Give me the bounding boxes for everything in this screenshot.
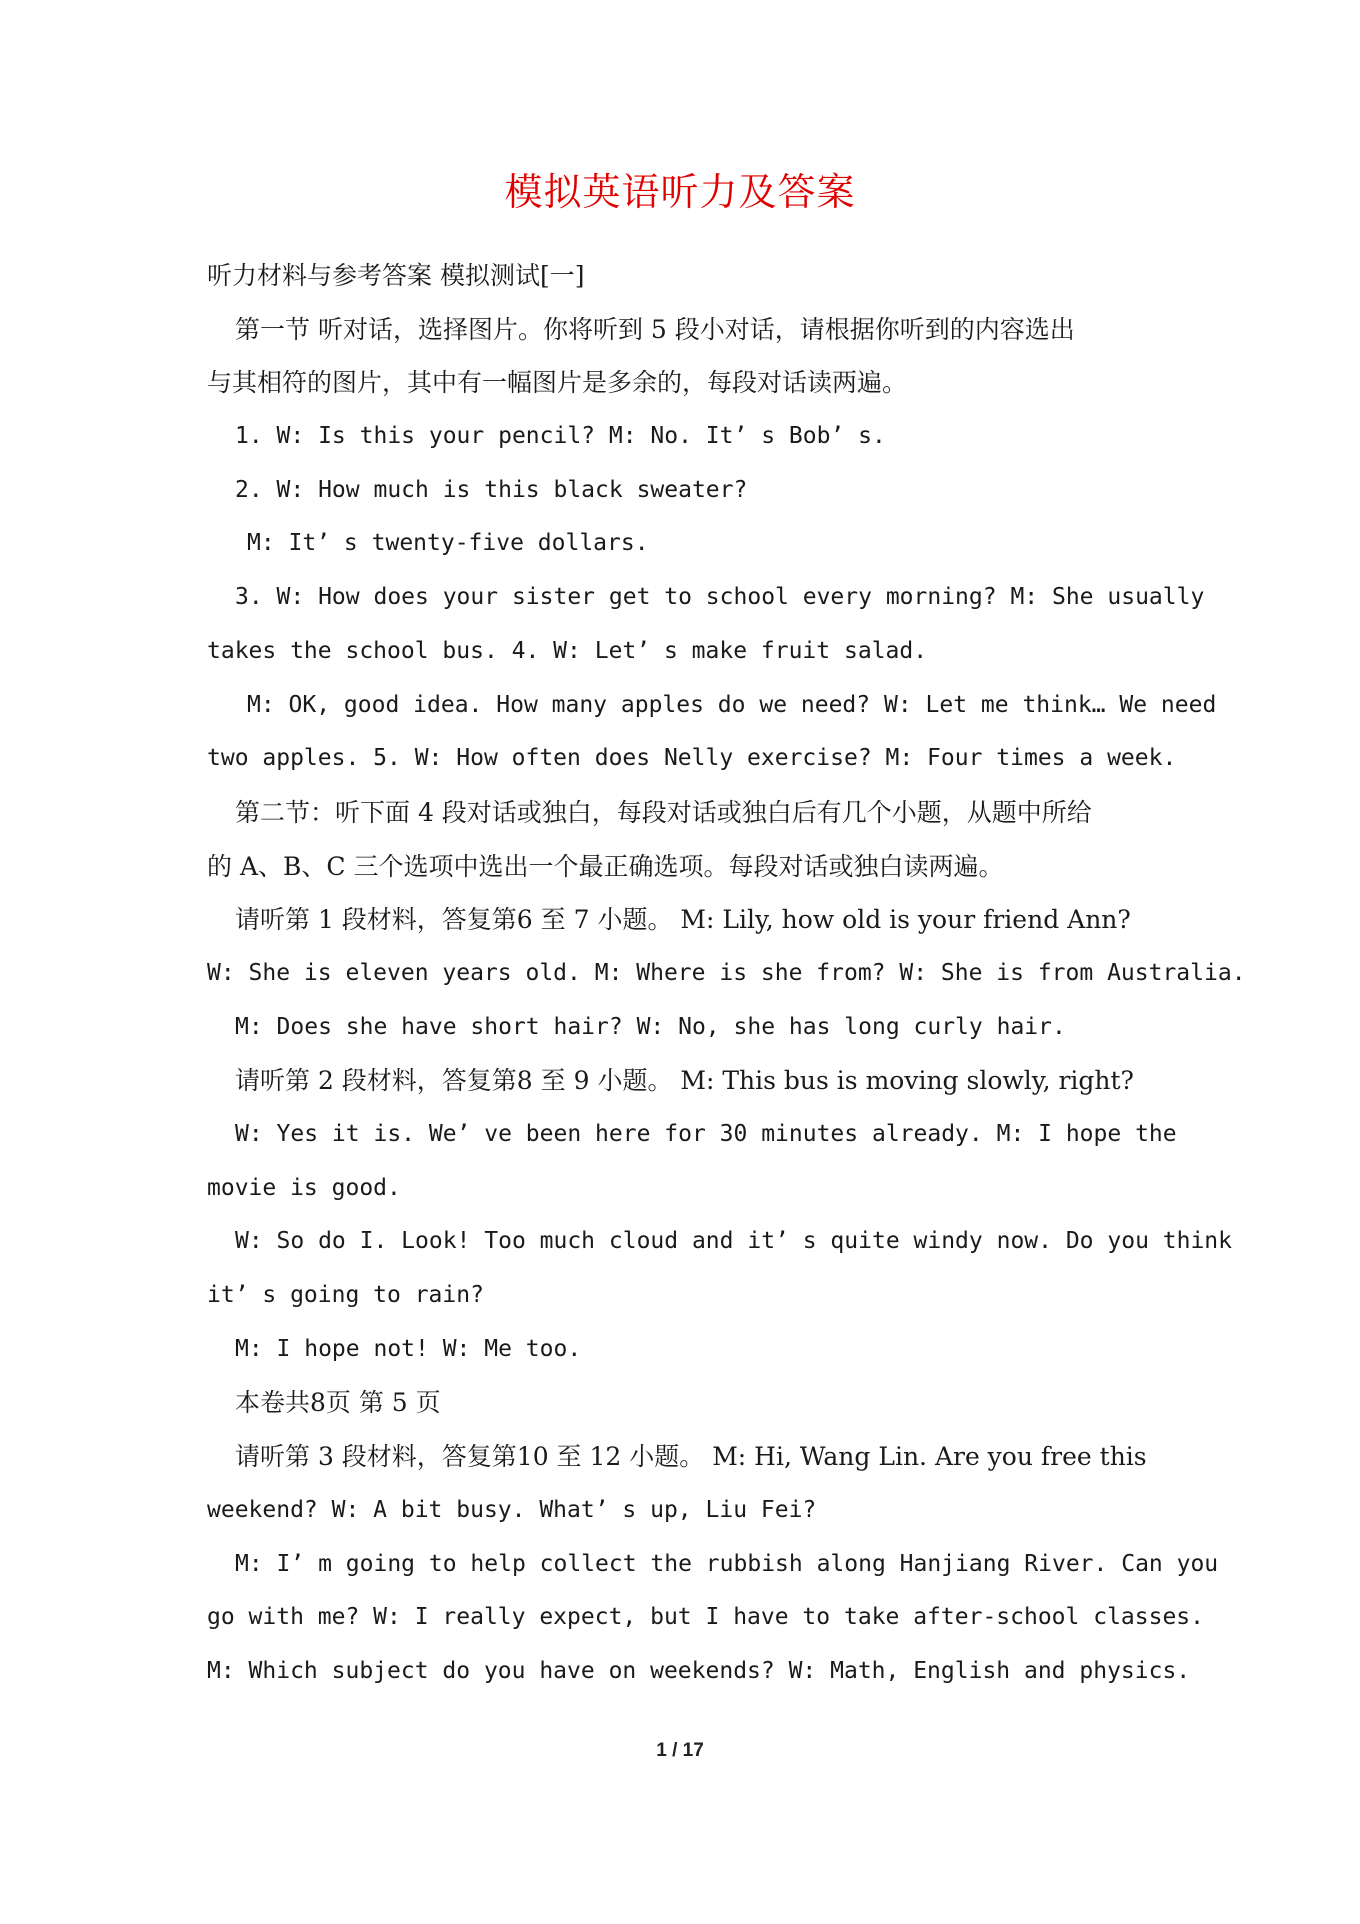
paragraph-line: M: It’ s twenty-five dollars. xyxy=(247,530,649,557)
paragraph-line: 本卷共8页 第 5 页 xyxy=(235,1388,441,1418)
paragraph-line: W: She is eleven years old. M: Where is she from? W: She is from Australia. xyxy=(207,959,1246,986)
section-heading: 听力材料与参考答案 模拟测试[一] xyxy=(207,261,585,290)
paragraph-line: 2. W: How much is this black sweater? xyxy=(235,476,748,503)
paragraph-line: 3. W: How does your sister get to school every morning? M: She usually xyxy=(235,584,1205,611)
paragraph-line: 的 A、B、C 三个选项中选出一个最正确选项。每段对话或独白读两遍。 xyxy=(207,851,1004,881)
paragraph-line: W: Yes it is. We’ ve been here for 30 minutes already. M: I hope the xyxy=(235,1121,1177,1147)
paragraph-line: M: I hope not! W: Me too. xyxy=(235,1335,582,1362)
paragraph-line: 第一节 听对话，选择图片。你将听到 5 段小对话，请根据你听到的内容选出 xyxy=(235,314,1075,344)
paragraph-line: 与其相符的图片，其中有一幅图片是多余的，每段对话读两遍。 xyxy=(207,368,908,398)
paragraph-line: 请听第 3 段材料，答复第10 至 12 小题。 M: Hi, Wang Lin. Are you free this xyxy=(235,1442,1147,1472)
paragraph-line: go with me? W: I really expect, but I have to take after-school classes. xyxy=(207,1604,1204,1631)
document-title: 模拟英语听力及答案 xyxy=(504,170,856,214)
paragraph-line: weekend? W: A bit busy. What’ s up, Liu Fei? xyxy=(207,1496,817,1523)
paragraph-line: two apples. 5. W: How often does Nelly exercise? M: Four times a week. xyxy=(207,745,1177,772)
paragraph-line: M: Does she have short hair? W: No, she has long curly hair. xyxy=(235,1013,1066,1040)
paragraph-line: M: OK, good idea. How many apples do we need? W: Let me think… We need xyxy=(247,691,1217,718)
paragraph-line: M: Which subject do you have on weekends? W: Math, English and physics. xyxy=(207,1657,1191,1684)
paragraph-line: 请听第 1 段材料，答复第6 至 7 小题。 M: Lily, how old is your friend Ann? xyxy=(235,905,1131,935)
paragraph-line: it’ s going to rain? xyxy=(207,1282,484,1309)
document-body xyxy=(207,249,1246,1699)
paragraph-line: 1. W: Is this your pencil? M: No. It’ s Bob’ s. xyxy=(235,423,886,450)
page-number: 1 / 17 xyxy=(656,1740,704,1761)
paragraph-line: M: I’ m going to help collect the rubbish along Hanjiang River. Can you xyxy=(235,1550,1219,1577)
paragraph-line: takes the school bus. 4. W: Let’ s make fruit salad. xyxy=(207,637,928,664)
paragraph-line: movie is good. xyxy=(207,1174,401,1201)
paragraph-line: W: So do I. Look! Too much cloud and it’ s quite windy now. Do you think xyxy=(235,1228,1232,1255)
paragraph-line: 第二节：听下面 4 段对话或独白，每段对话或独白后有几个小题，从题中所给 xyxy=(235,797,1092,827)
paragraph-line: 请听第 2 段材料，答复第8 至 9 小题。 M: This bus is moving slowly, right? xyxy=(235,1066,1134,1096)
